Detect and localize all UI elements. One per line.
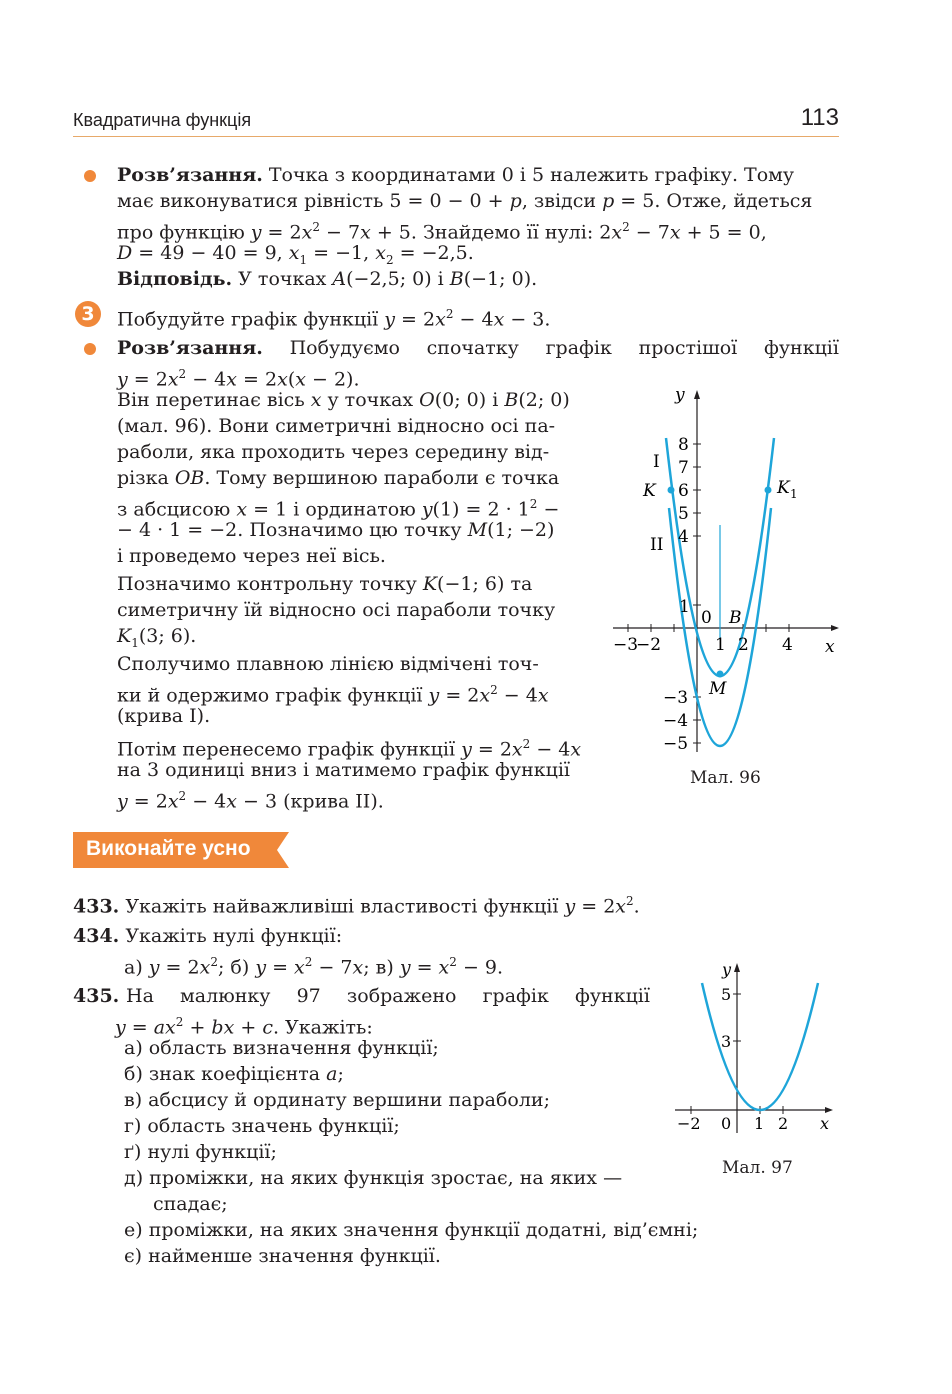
solution2-line: різка OB. Тому вершиною параболи є точка [117,467,560,489]
exercise-435-item: в) абсцису й ординату вершини параболи; [124,1089,550,1111]
parabola [702,983,818,1110]
exercise-434-line: а) $y = 2x^2$; б) $y = x^2 - 7x$; в) $y = x^2 - 9$. [124,955,504,979]
chapter-title: Квадратична функція [73,110,252,130]
y-tick-label: 1 [679,597,690,617]
solution2-line: (мал. 96). Вони симетричні відносно осі па- [117,415,556,437]
exercise-433: 433. Укажіть найважливіші властивості функції $y = 2x^2$. [73,894,640,918]
solution2-line: $y = 2x^2 - 4x = 2x(x - 2)$. [117,367,360,391]
exercise-number: 434. [73,925,120,947]
y-tick-label: 7 [678,458,689,478]
solution2-line: $K_1(3$; 6). [117,625,197,650]
exercise-435-line: $y = ax^2$ + bx + c. Укажіть: [115,1015,373,1039]
x-axis-arrow-icon [825,1107,833,1113]
solution2-line: $y = 2x^2 - 4x - 3$ (крива II). [117,789,384,813]
x-tick-label: 0 [721,1114,732,1133]
exercise-line: Укажіть нулі функції: [125,925,343,947]
exercise-number: 433. [73,895,120,918]
solution2-line: раболи, яка проходить через середину від- [117,441,550,463]
x-axis-arrow-icon [831,625,839,631]
y-axis-arrow-icon [694,390,700,399]
solution2-line: симетричну їй відносно осі параболи точку [117,599,556,621]
y-tick-label: −5 [663,734,689,754]
solution1-answer: Відповідь. У точках A(−2,5; 0) і B(−1; 0). [117,268,538,290]
x-tick-label: 1 [715,635,726,655]
x-tick-label: 2 [778,1114,789,1133]
task3-text: Побудуйте графік функції $y = 2x^2 - 4x - 3$. [117,307,551,331]
x-tick-label: −3 [613,635,639,655]
x-tick-label: 2 [738,635,749,655]
figure-97-caption: Мал. 97 [722,1158,793,1178]
y-tick-label: 4 [678,527,689,547]
exercise-435-item: д) проміжки, на яких функція зростає, на яких — [124,1167,623,1189]
exercise-number: 435. [73,985,120,1007]
bullet-dot-icon [84,343,96,355]
solution2-line: і проведемо через неї вісь. [117,545,386,567]
solution2-line: Він перетинає вісь x у точках O(0; 0) і B(2; 0) [117,389,570,411]
point-K-label: K [643,481,656,501]
solution1-line: має виконуватися рівність 5 = 0 − 0 + p, звідси p = 5. Отже, йдеться [117,190,813,212]
solution1-line: D = 49 − 40 = 9, $x_1 = -1$, $x_2 = -2,5$. [117,242,474,267]
solution2-line: з абсцисою x = 1 і ординатою $y(1) = 2 \cdot 1^2$ − [117,497,560,521]
solution2-line: ки й одержимо графік функції $y = 2x^2 - 4x$ [117,683,549,707]
y-tick-label: −3 [663,688,689,708]
x-tick-label: 1 [754,1114,765,1133]
axis-label-x: x [820,1114,830,1133]
y-tick-label: 8 [678,435,689,455]
y-axis-arrow-icon [734,963,740,972]
point-K1 [765,487,772,494]
exercise-435-item: спадає; [153,1193,228,1215]
solution2-line: − 4 · 1 = −2. Позначимо цю точку M(1; −2) [117,519,555,541]
y-tick-label: 5 [678,504,689,524]
point-M-label: M [709,679,727,699]
header-divider [73,136,839,137]
exercise-435-item: г) область значень функції; [124,1115,400,1137]
point-M [717,671,724,678]
figure-97 [670,955,845,1140]
solution1-line: про функцію $y = 2x^2 - 7x + 5$. Знайдемо її нулі: $2x^2 - 7x + 5 = 0$, [117,220,767,244]
exercise-435-line: На малюнку 97 зображено графік функції [126,985,650,1007]
solution2-line: Сполучимо плавною лінією відмічені точ- [117,653,539,675]
exercise-435-item: а) область визначення функції; [124,1037,439,1059]
exercise-435 [73,984,119,1008]
curve-I-label: I [653,452,660,472]
solution2-line: (крива I). [117,705,211,727]
point-K1-subscript: 1 [790,487,798,501]
exercise-435-item: є) найменше значення функції. [124,1245,441,1267]
exercise-435-item: ґ) нулі функції; [124,1141,277,1163]
curve-II-label: II [650,535,664,555]
bullet-dot-icon [84,170,96,182]
solution2-line: на 3 одиниці вниз і матимемо графік функції [117,759,570,781]
y-tick-label: 3 [721,1032,732,1051]
x-tick-label: 4 [782,635,793,655]
point-B-label: B [729,608,742,628]
x-tick-label: −2 [636,635,662,655]
task-number-badge: 3 [75,301,101,327]
y-tick-label: 5 [721,985,732,1004]
x-tick-label: −2 [677,1114,701,1133]
exercise-435-item: е) проміжки, на яких значення функції додатні, від’ємні; [124,1219,699,1241]
origin-label: 0 [701,608,712,628]
figure-96 [605,380,845,770]
oral-exercises-title: Виконайте усно [86,837,251,860]
solution2-line: Розв’язання. Побудуємо спочатку графік простішої функції [117,337,839,359]
y-tick-label: −4 [663,711,689,731]
exercise-434 [73,924,342,948]
axis-label-y: y [722,960,732,979]
figure-96-caption: Мал. 96 [690,768,761,788]
y-tick-label: 6 [678,481,689,501]
axis-label-y: y [675,385,685,405]
solution2-line: Потім перенесемо графік функції $y = 2x^2 - 4x$ [117,737,582,761]
point-K1-label: K [777,478,790,498]
solution2-line: Позначимо контрольну точку K(−1; 6) та [117,573,533,595]
exercise-435-item: б) знак коефіцієнта a; [124,1063,344,1085]
point-K [668,487,675,494]
page-number: 113 [800,104,839,131]
solution1-line: Розв’язання. Точка з координатами 0 і 5 належить графіку. Тому [117,164,795,186]
axis-label-x: x [825,637,835,657]
